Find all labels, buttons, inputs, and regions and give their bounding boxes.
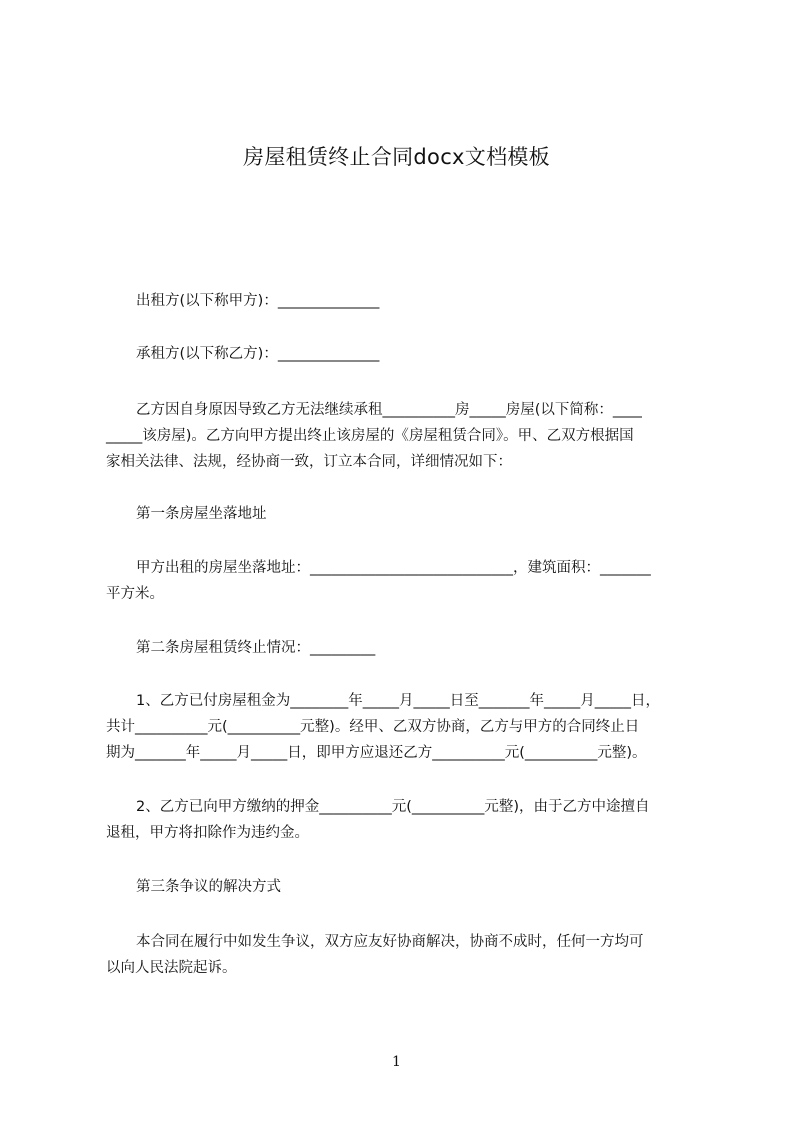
intro-line-1: 乙方因自身原因导致乙方无法继续承租__________房_____房屋(以下简称：____ bbox=[136, 402, 642, 418]
article-1-line-1: 甲方出租的房屋坐落地址：____________________________，建筑面积：_______ bbox=[136, 560, 651, 576]
article-2-item-2-line-1: 2、乙方已向甲方缴纳的押金__________元(__________元整)，由于乙方中途擅自 bbox=[136, 799, 650, 815]
article-2-item-1 bbox=[106, 688, 706, 766]
intro-paragraph bbox=[106, 397, 706, 475]
article-3-body bbox=[106, 929, 706, 981]
article-2-item-1-line-2: 共计__________元(__________元整)。经甲、乙双方协商，乙方与甲方的合同终止日 bbox=[106, 719, 640, 735]
article-1-heading: 第一条房屋坐落地址 bbox=[136, 506, 267, 522]
article-3-line-2: 以向人民法院起诉。 bbox=[106, 960, 237, 976]
page-number: 1 bbox=[392, 1054, 401, 1070]
intro-line-2: _____该房屋)。乙方向甲方提出终止该房屋的《房屋租赁合同》。甲、乙双方根据国 bbox=[106, 428, 634, 444]
article-2-heading: 第二条房屋租赁终止情况：_________ bbox=[136, 640, 376, 656]
article-2-item-2-line-2: 退租，甲方将扣除作为违约金。 bbox=[106, 825, 309, 841]
intro-line-3: 家相关法律、法规，经协商一致，订立本合同，详细情况如下： bbox=[106, 454, 512, 470]
article-2-item-1-line-1: 1、乙方已付房屋租金为________年_____月_____日至_______年_____月_____日， bbox=[136, 693, 660, 709]
lessee-line: 承租方(以下称乙方)：______________ bbox=[136, 346, 380, 362]
article-3-heading: 第三条争议的解决方式 bbox=[136, 879, 281, 895]
article-1-body bbox=[106, 555, 706, 607]
article-1-line-2: 平方米。 bbox=[106, 586, 164, 602]
article-2-item-2 bbox=[106, 794, 706, 846]
article-2-item-1-line-3: 期为_______年_____月_____日，即甲方应退还乙方__________元(__________元整)。 bbox=[106, 745, 647, 761]
lessor-line: 出租方(以下称甲方)：______________ bbox=[136, 293, 380, 309]
article-3-line-1: 本合同在履行中如发生争议，双方应友好协商解决，协商不成时，任何一方均可 bbox=[136, 934, 644, 950]
document-title: 房屋租赁终止合同docx文档模板 bbox=[243, 145, 550, 169]
